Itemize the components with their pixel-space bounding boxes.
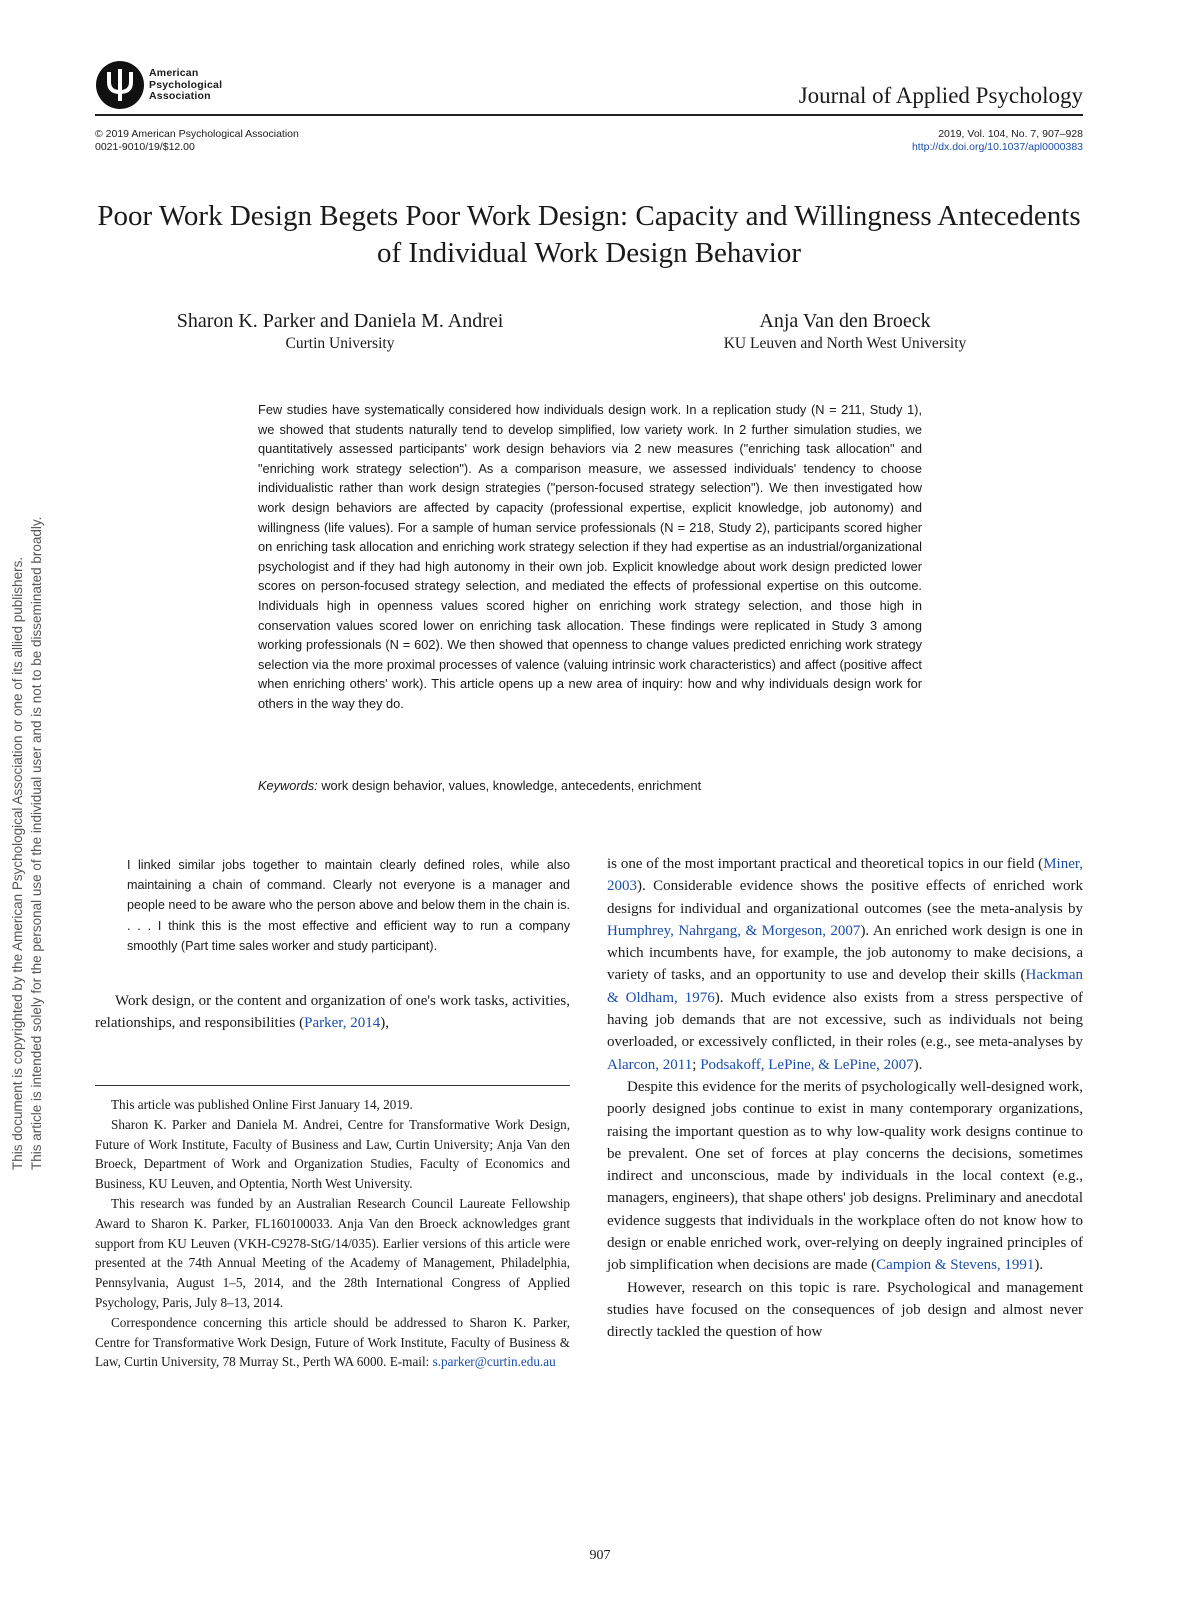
author-group-1: [120, 308, 560, 354]
citation-link[interactable]: Humphrey, Nahrgang, & Morgeson, 2007: [607, 922, 861, 939]
keywords: [258, 776, 922, 795]
keywords-text: work design behavior, values, knowledge, antecedents, enrichment: [321, 778, 702, 793]
apa-logo: [95, 60, 235, 112]
footnote: This research was funded by an Australian Research Council Laureate Fellowship Award to Sharon K. Parker, FL160100033. Anja Van den Broeck acknowledges grant support from KU Leuven (VKH-C9278-StG/14/035). Earlier versions of this article were presented at the 74th Annual Meeting of the Academy of Management, Philadelphia, Pennsylvania, August 1–5, 2014, and the 28th International Congress of Applied Psychology, Paris, July 8–13, 2014.: [95, 1195, 570, 1310]
journal-title: Journal of Applied Psychology: [798, 83, 1083, 108]
copyright: © 2019 American Psychological Association: [95, 128, 299, 140]
apa-psi-icon: [95, 60, 145, 110]
citation: 2019, Vol. 104, No. 7, 907–928: [938, 128, 1083, 140]
author-names: Sharon K. Parker and Daniela M. Andrei: [176, 310, 504, 332]
footnote-rule: [95, 1085, 570, 1086]
author-group-2: [660, 308, 1030, 354]
header-rule: [95, 114, 1083, 116]
publisher-name: American Psychological Association: [149, 67, 223, 102]
footnotes: [95, 1095, 570, 1372]
footnote: This article was published Online First January 14, 2019.: [111, 1097, 413, 1112]
citation-block: [912, 128, 1083, 154]
citation-link[interactable]: Campion & Stevens, 1991: [876, 1257, 1035, 1274]
issn: 0021-9010/19/$12.00: [95, 141, 195, 153]
citation-link[interactable]: Podsakoff, LePine, & LePine, 2007: [700, 1056, 914, 1073]
keywords-label: Keywords:: [258, 778, 318, 793]
article-title: Poor Work Design Begets Poor Work Design: Capacity and Willingness Antecedents of Individual Work Design Behavior: [97, 200, 1081, 269]
copyright-block: [95, 128, 299, 154]
body-paragraph: Despite this evidence for the merits of psychologically well-designed work, poorly designed jobs continue to exist in many contemporary organizations, raising the important question as to why low-quality work designs continue to be prevalent. One set of forces at play concerns the decisions, sometimes indirect and unconscious, made by individuals in the local context (e.g., managers, engineers), that shape others' job designs. Preliminary and anecdotal evidence suggests that individuals in the workplace often do not know how to design or enable enriched work, over-relying on deeply ingrained principles of job simplification when decisions are made (Campion & Stevens, 1991).: [607, 1078, 1083, 1274]
author-names: Anja Van den Broeck: [759, 310, 931, 332]
citation-link[interactable]: Alarcon, 2011: [607, 1056, 693, 1073]
citation-link[interactable]: Miner, 2003: [607, 856, 1083, 895]
right-column: [607, 853, 1083, 1344]
citation-link[interactable]: Parker, 2014: [304, 1015, 381, 1032]
correspondence: Correspondence concerning this article should be addressed to Sharon K. Parker, Centre for Transformative Work Design, Future of Work Institute, Faculty of Business & Law, Curtin University, 78 Murray St., Perth WA 6000. E-mail: s.parker@curtin.edu.au: [95, 1314, 570, 1370]
author-affiliation: KU Leuven and North West University: [723, 335, 967, 352]
copyright-sidebar: This document is copyrighted by the American Psychological Association or one of its allied publishers. This article is intended solely for the personal use of the individual user and is not to be disseminated broadly.: [10, 516, 44, 1170]
email-link[interactable]: s.parker@curtin.edu.au: [432, 1354, 556, 1370]
body-paragraph: However, research on this topic is rare. Psychological and management studies have focused on the consequences of job design and almost never directly tackled the question of how: [607, 1279, 1083, 1341]
footnote: Sharon K. Parker and Daniela M. Andrei, Centre for Transformative Work Design, Future of Work Institute, Faculty of Business and Law, Curtin University; Anja Van den Broeck, Department of Work and Organization Studies, Faculty of Economics and Business, KU Leuven, and Optentia, North West University.: [95, 1116, 570, 1192]
body-paragraph: is one of the most important practical and theoretical topics in our field (Miner, 2003). Considerable evidence shows the positive effects of enriched work designs for individual and organizational outcomes (see the meta-analysis by Humphrey, Nahrgang, & Morgeson, 2007). An enriched work design is one in which incumbents have, for example, the job autonomy to make decisions, a variety of tasks, and an opportunity to use and develop their skills (Hackman & Oldham, 1976). Much evidence also exists from a stress perspective of having job demands that are not excessive, such as individuals not being overloaded, or excessively conflicted, in their roles (e.g., see meta-analyses by Alarcon, 2011; Podsakoff, LePine, & LePine, 2007).: [607, 856, 1083, 1073]
citation-link[interactable]: Hackman & Oldham, 1976: [607, 967, 1083, 1006]
abstract: Few studies have systematically considered how individuals design work. In a replication study (N = 211, Study 1), we showed that students naturally tend to develop simplified, low variety work. In 2 further simulation studies, we quantitatively assessed participants' work design behaviors via 2 new measures ("enriching task allocation" and "enriching work strategy selection"). As a comparison measure, we assessed individuals' tendency to choose individualistic rather than work design strategies ("person-focused strategy selection"). We then investigated how work design behaviors are affected by capacity (professional expertise, explicit knowledge, job autonomy) and willingness (life values). For a sample of human service professionals (N = 218, Study 2), participants scored higher on enriching task allocation and enriching work strategy selection if they had expertise as an industrial/organizational psychologist and if they had high autonomy in their own job. Explicit knowledge about work design predicted lower scores on person-focused strategy selection, and mediated the effects of professional expertise on this outcome. Individuals high in openness values scored higher on enriching work strategy selection, and those high in conservation values scored lower on enriching task allocation. These findings were replicated in Study 3 among working professionals (N = 602). We then showed that openness to change values predicted enriching work strategy selection via the more proximal processes of valence (valuing intrinsic work characteristics) and affect (positive affect when enriching others' work). This article opens up a new area of inquiry: how and why individuals design work for others in the way they do.: [258, 402, 922, 711]
intro-paragraph: Work design, or the content and organization of one's work tasks, activities, relationships, and responsibilities (Parker, 2014),: [95, 993, 570, 1032]
author-affiliation: Curtin University: [285, 335, 395, 352]
doi-link[interactable]: http://dx.doi.org/10.1037/apl0000383: [911, 141, 1083, 153]
page-number: 907: [589, 1548, 611, 1563]
epigraph-quote: I linked similar jobs together to maintain clearly defined roles, while also maintaining a chain of command. Clearly not everyone is a manager and people need to be aware who the person above and below them in the chain is. . . . I think this is the most effective and efficient way to run a company smoothly (Part time sales worker and study participant).: [127, 858, 570, 953]
